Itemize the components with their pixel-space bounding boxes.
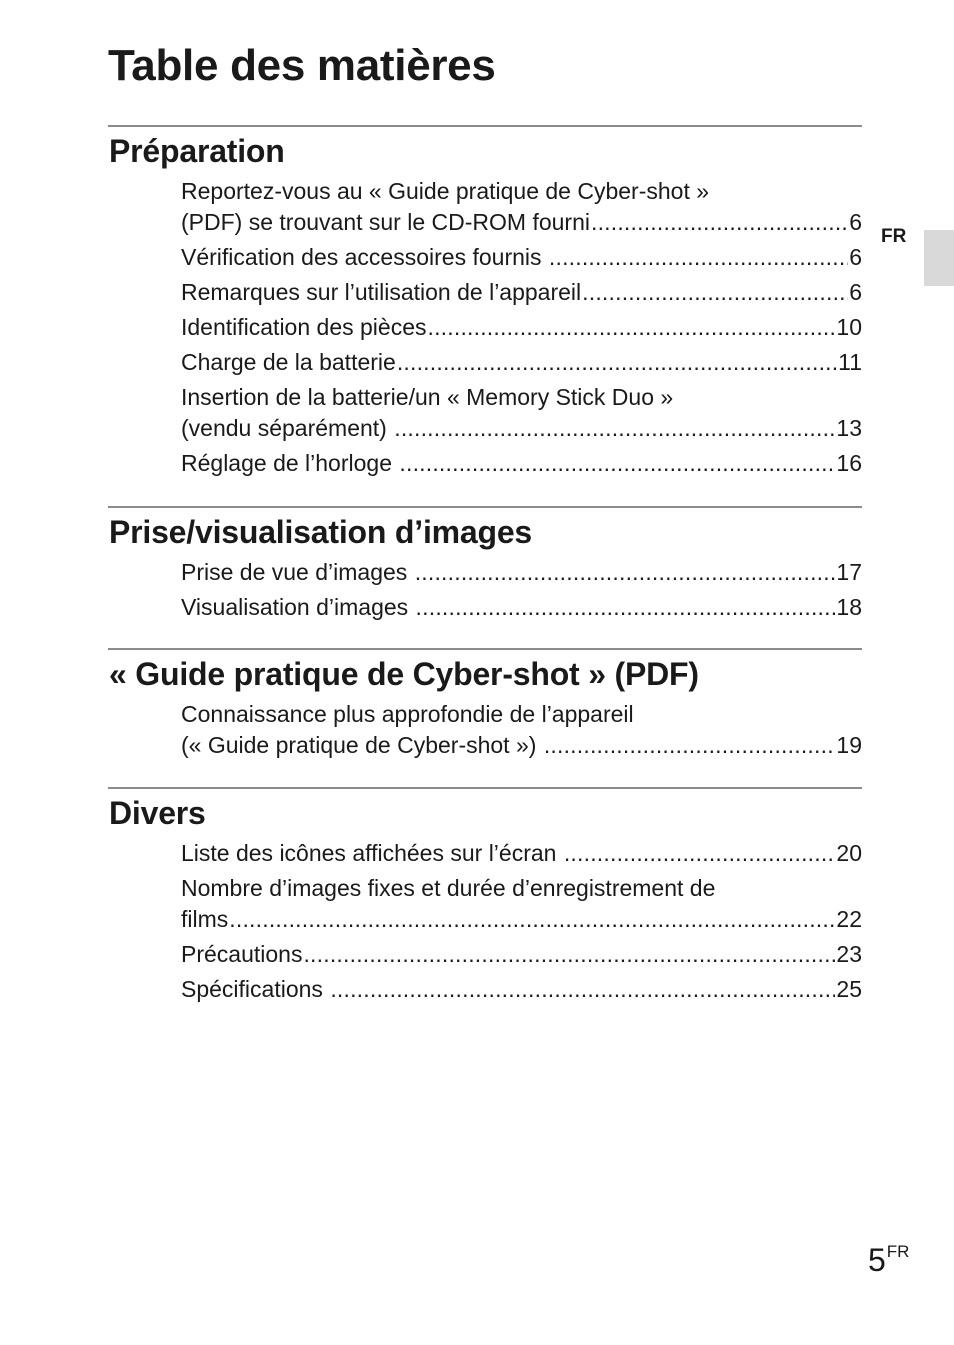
- toc-page-number: 19: [836, 731, 862, 758]
- toc-entry[interactable]: [181, 592, 862, 623]
- toc-entry-text: Identification des pièces: [181, 314, 427, 341]
- toc-entry[interactable]: [181, 382, 862, 443]
- toc-entry[interactable]: [181, 277, 862, 308]
- language-tab-marker: [924, 230, 954, 286]
- toc-entry-text: Remarques sur l’utilisation de l’appareil: [181, 278, 582, 305]
- section-cyber-shot-guide: [108, 648, 862, 765]
- toc-entry-text-line1: Connaissance plus approfondie de l’appareil: [181, 701, 634, 727]
- toc-page-number: 17: [836, 559, 862, 585]
- toc-page-number: 25: [836, 976, 862, 1003]
- toc-entry[interactable]: [181, 557, 862, 588]
- toc-entry-text: (PDF) se trouvant sur le CD-ROM fourni: [181, 208, 590, 235]
- dot-leader: [397, 347, 837, 378]
- section-heading: Préparation: [109, 133, 285, 169]
- toc-list: [181, 699, 862, 760]
- section-heading: « Guide pratique de Cyber-shot » (PDF): [109, 656, 699, 692]
- section-heading: Divers: [109, 795, 206, 831]
- dot-leader: [591, 207, 848, 238]
- toc-entry[interactable]: [181, 939, 862, 970]
- toc-page-number: 10: [836, 314, 862, 341]
- toc-page-number: 6: [849, 278, 862, 305]
- toc-entry[interactable]: [181, 448, 862, 479]
- dot-leader: [394, 413, 835, 444]
- toc-page-number: 13: [836, 414, 862, 441]
- toc-entry-text-line1: Insertion de la batterie/un « Memory Stick Duo »: [181, 384, 674, 411]
- toc-entry-text: Précautions: [181, 940, 303, 967]
- section-shooting-viewing: [108, 506, 862, 627]
- toc-page-number: 18: [836, 594, 862, 621]
- dot-leader: [544, 730, 836, 761]
- toc-entry-text: Charge de la batterie: [181, 349, 396, 376]
- toc-entry[interactable]: [181, 699, 862, 760]
- toc-entry[interactable]: [181, 873, 862, 934]
- toc-page-number: 6: [849, 243, 862, 270]
- toc-entry[interactable]: [181, 347, 862, 378]
- toc-entry[interactable]: [181, 974, 862, 1005]
- toc-page-number: 16: [836, 450, 862, 477]
- dot-leader: [582, 277, 848, 308]
- toc-page-number: 6: [849, 208, 862, 235]
- toc-entry-text: (vendu séparément): [181, 414, 394, 441]
- toc-entry[interactable]: [181, 176, 862, 237]
- toc-entry-text: Liste des icônes affichées sur l’écran: [181, 840, 563, 866]
- toc-entry-text: films: [181, 905, 229, 932]
- toc-entry[interactable]: [181, 838, 862, 869]
- toc-page-number: 22: [836, 905, 862, 932]
- toc-page-number: 11: [838, 349, 862, 376]
- page-number: [868, 1232, 909, 1280]
- page-number-suffix: FR: [886, 1242, 910, 1261]
- section-heading: Prise/visualisation d’images: [109, 514, 533, 550]
- toc-entry-text: Vérification des accessoires fournis: [181, 243, 548, 270]
- language-tab-label: FR: [881, 226, 907, 247]
- toc-entry-text: Réglage de l’horloge: [181, 450, 399, 477]
- dot-leader: [549, 242, 848, 273]
- dot-leader: [330, 974, 835, 1005]
- toc-list: [181, 557, 862, 623]
- toc-entry-text: Visualisation d’images: [181, 594, 415, 621]
- dot-leader: [564, 838, 836, 869]
- dot-leader: [399, 448, 835, 479]
- toc-entry-text-line1: Nombre d’images fixes et durée d’enregistrement de: [181, 875, 716, 902]
- dot-leader: [303, 939, 835, 970]
- toc-list: [181, 838, 862, 1005]
- page-number-value: 5: [868, 1242, 886, 1278]
- toc-page-number: 20: [836, 840, 862, 866]
- dot-leader: [416, 592, 836, 623]
- toc-entry-text: Spécifications: [181, 976, 330, 1003]
- toc-entry[interactable]: [181, 242, 862, 273]
- dot-leader: [229, 904, 835, 935]
- toc-entry-text-line1: Reportez-vous au « Guide pratique de Cyber-shot »: [181, 178, 710, 204]
- dot-leader: [428, 312, 836, 343]
- dot-leader: [415, 557, 836, 588]
- toc-page-number: 23: [836, 940, 862, 967]
- toc-list: [181, 176, 862, 479]
- toc-entry[interactable]: [181, 312, 862, 343]
- toc-entry-text: (« Guide pratique de Cyber-shot »): [181, 731, 543, 758]
- section-divers: [108, 787, 862, 1009]
- page-title: Table des matières: [108, 41, 496, 90]
- section-preparation: [108, 125, 862, 483]
- toc-entry-text: Prise de vue d’images: [181, 559, 414, 585]
